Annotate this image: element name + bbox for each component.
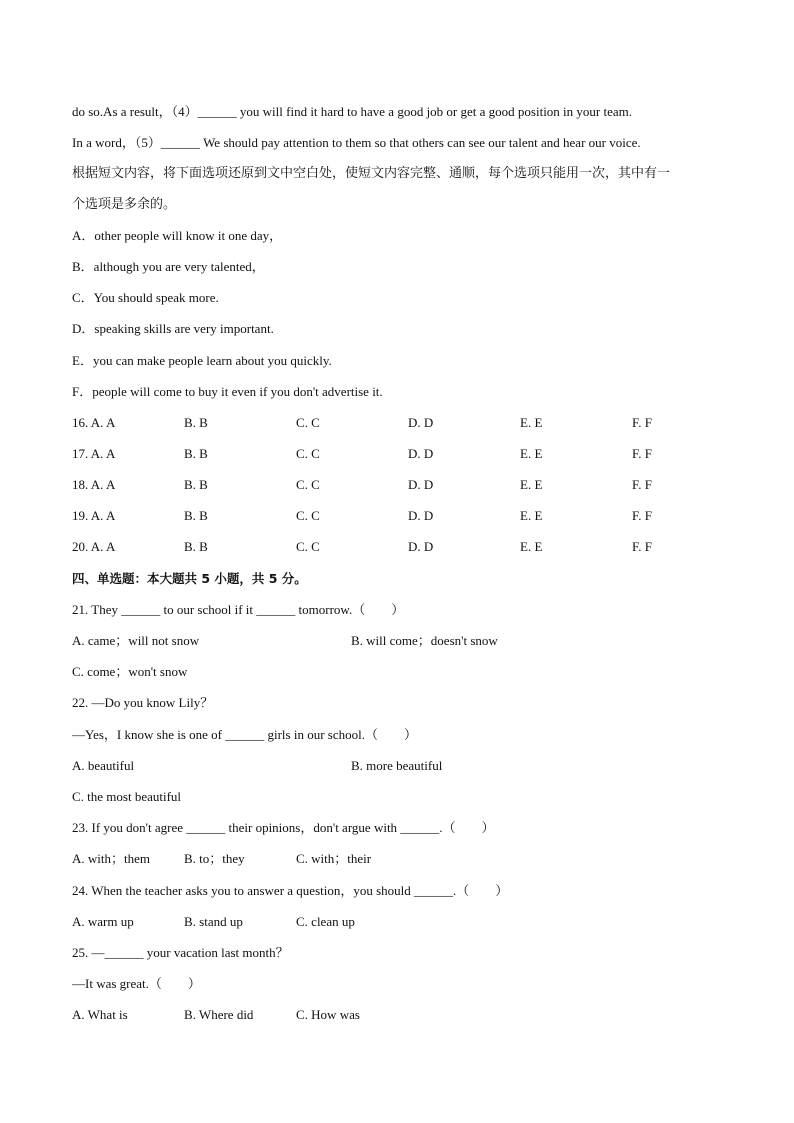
option-c[interactable]: C. with；their: [296, 851, 372, 866]
instruction-line-1: 根据短文内容，将下面选项还原到文中空白处，使短文内容完整、通顺，每个选项只能用一次，其中有一: [72, 166, 671, 181]
question-21-stem: 21. They ______ to our school if it ______ tomorrow.（ ）: [72, 602, 405, 617]
option-c[interactable]: C. How was: [296, 1007, 360, 1022]
option-b[interactable]: B. stand up: [184, 914, 243, 929]
answer-cell[interactable]: F. F: [632, 415, 652, 430]
answer-cell[interactable]: D. D: [408, 539, 434, 554]
answer-row-20: [72, 538, 732, 556]
answer-cell[interactable]: 18. A. A: [72, 477, 116, 492]
answer-cell[interactable]: B. B: [184, 446, 208, 461]
answer-cell[interactable]: F. F: [632, 508, 652, 523]
answer-cell[interactable]: 19. A. A: [72, 508, 116, 523]
option-b[interactable]: B. will come；doesn't snow: [351, 633, 498, 648]
option-b[interactable]: B. Where did: [184, 1007, 254, 1022]
section-heading: 四、单选题：本大题共 5 小题，共 5 分。: [72, 571, 307, 586]
answer-cell[interactable]: C. C: [296, 539, 320, 554]
instruction-line-2: 个选项是多余的。: [72, 197, 177, 212]
answer-cell[interactable]: B. B: [184, 477, 208, 492]
option-a[interactable]: A. warm up: [72, 914, 134, 929]
answer-cell[interactable]: B. B: [184, 415, 208, 430]
option-c[interactable]: C. clean up: [296, 914, 355, 929]
answer-row-16: [72, 414, 732, 432]
answer-cell[interactable]: D. D: [408, 508, 434, 523]
answer-cell[interactable]: C. C: [296, 508, 320, 523]
option-a[interactable]: A. with；them: [72, 851, 150, 866]
answer-cell[interactable]: F. F: [632, 446, 652, 461]
answer-cell[interactable]: C. C: [296, 446, 320, 461]
answer-cell[interactable]: E. E: [520, 415, 543, 430]
answer-row-17: [72, 445, 732, 463]
answer-cell[interactable]: E. E: [520, 539, 543, 554]
passage-line-1: do so.As a result，（4）______ you will find it hard to have a good job or get a good position in your team.: [72, 104, 633, 119]
answer-cell[interactable]: E. E: [520, 477, 543, 492]
answer-cell[interactable]: D. D: [408, 446, 434, 461]
answer-cell[interactable]: E. E: [520, 508, 543, 523]
option-a[interactable]: A. beautiful: [72, 758, 135, 773]
choice-c: C．You should speak more.: [72, 290, 219, 305]
answer-cell[interactable]: B. B: [184, 539, 208, 554]
question-22-stem-2: —Yes，I know she is one of ______ girls in our school.（ ）: [72, 727, 417, 742]
choice-a: A．other people will know it one day，: [72, 228, 283, 243]
question-25-stem: 25. —______ your vacation last month？: [72, 945, 289, 960]
answer-cell[interactable]: 20. A. A: [72, 539, 116, 554]
answer-cell[interactable]: B. B: [184, 508, 208, 523]
answer-cell[interactable]: 16. A. A: [72, 415, 116, 430]
option-b[interactable]: B. to；they: [184, 851, 245, 866]
choice-e: E．you can make people learn about you quickly.: [72, 353, 332, 368]
choice-f: F．people will come to buy it even if you don't advertise it.: [72, 384, 383, 399]
option-b[interactable]: B. more beautiful: [351, 758, 443, 773]
option-a[interactable]: A. What is: [72, 1007, 128, 1022]
answer-cell[interactable]: C. C: [296, 415, 320, 430]
answer-cell[interactable]: E. E: [520, 446, 543, 461]
answer-cell[interactable]: D. D: [408, 477, 434, 492]
answer-cell[interactable]: D. D: [408, 415, 434, 430]
option-c[interactable]: C. the most beautiful: [72, 789, 182, 804]
answer-cell[interactable]: 17. A. A: [72, 446, 116, 461]
passage-line-2: In a word，（5）______ We should pay attention to them so that others can see our talent and hear our voice.: [72, 135, 641, 150]
answer-cell[interactable]: C. C: [296, 477, 320, 492]
answer-cell[interactable]: F. F: [632, 539, 652, 554]
answer-row-19: [72, 507, 732, 525]
answer-row-18: [72, 476, 732, 494]
question-23-stem: 23. If you don't agree ______ their opinions，don't argue with ______.（ ）: [72, 820, 495, 835]
choice-b: B．although you are very talented，: [72, 259, 265, 274]
option-a[interactable]: A. came；will not snow: [72, 633, 200, 648]
choice-d: D．speaking skills are very important.: [72, 321, 274, 336]
option-c[interactable]: C. come；won't snow: [72, 664, 188, 679]
question-22-stem: 22. —Do you know Lily？: [72, 695, 214, 710]
answer-cell[interactable]: F. F: [632, 477, 652, 492]
question-24-stem: 24. When the teacher asks you to answer a question，you should ______.（ ）: [72, 883, 509, 898]
question-25-stem-2: —It was great.（ ）: [72, 976, 201, 991]
